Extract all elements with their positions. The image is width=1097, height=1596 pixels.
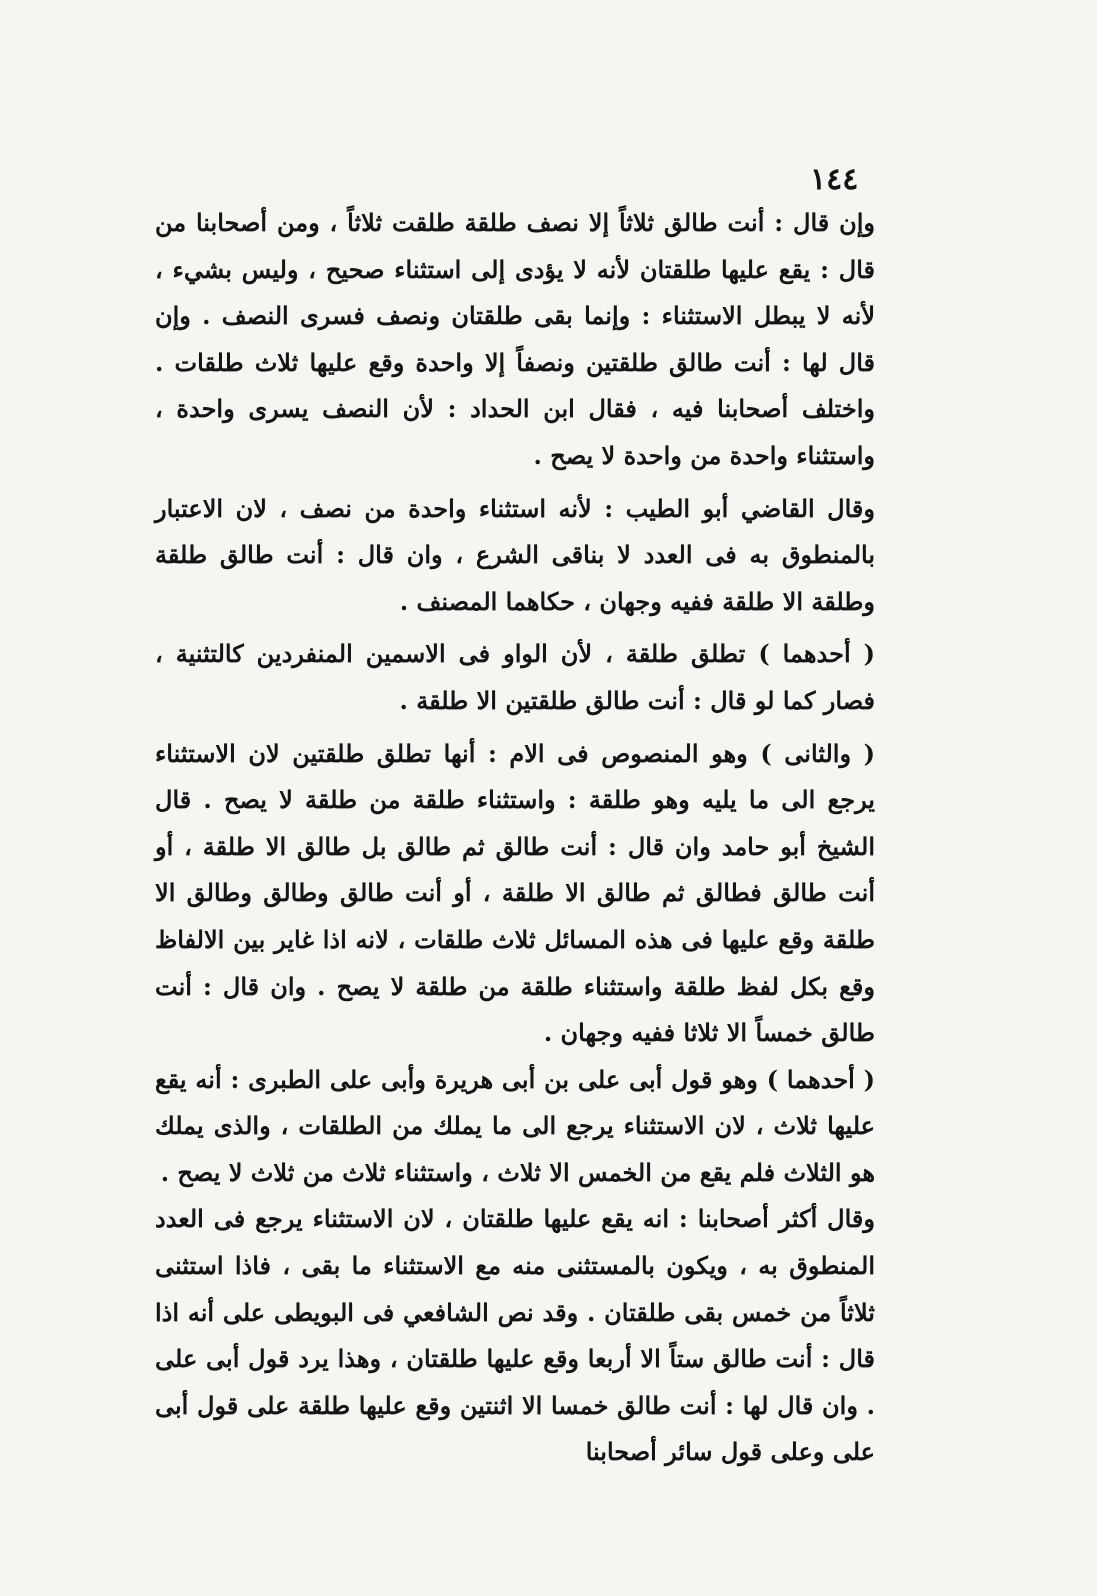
paragraph-4: ( والثانى ) وهو المنصوص فى الام : أنها تطلق طلقتين لان الاستثناء يرجع الى ما يليه وهو طلقة : واستثناء طلقة من طلقة لا يصح . قال الشيخ أبو حامد وان قال : أنت طالق ثم طالق بل طالق الا طلقة ، أو أنت طالق فطالق ثم طالق الا طلقة ، أو أنت طالق وطالق وطالق الا طلقة وقع عليها فى هذه المسائل ثلاث طلقات ، لانه اذا غاير بين الالفاظ وقع بكل لفظ طلقة واستثناء طلقة من طلقة لا يصح . وان قال : أنت طالق خمساً الا ثلاثا ففيه وجهان . (155, 738, 875, 1048)
paragraph-1: وإن قال : أنت طالق ثلاثاً إلا نصف طلقة طلقت ثلاثاً ، ومن أصحابنا من قال : يقع عليها طلقتان لأنه لا يؤدى إلى استثناء صحيح ، وليس بشيء ، لأنه لا يبطل الاستثناء : وإنما بقى طلقتان ونصف فسرى النصف . وإن قال لها : أنت طالق طلقتين ونصفاً إلا واحدة وقع عليها ثلاث طلقات . واختلف أصحابنا فيه ، فقال ابن الحداد : لأن النصف يسرى واحدة ، واستثناء واحدة من واحدة لا يصح . (155, 208, 875, 470)
paragraph-3: ( أحدهما ) تطلق طلقة ، لأن الواو فى الاسمين المنفردين كالتثنية ، فصار كما لو قال : أنت طالق طلقتين الا طلقة . (155, 639, 875, 715)
paragraph-6: وقال أكثر أصحابنا : انه يقع عليها طلقتان ، لان الاستثناء يرجع فى العدد المنطوق به ، ويكون بالمستثنى منه مع الاستثناء ما بقى ، فاذا استثنى ثلاثاً من خمس بقى طلقتان . وقد نص الشافعي فى البويطى على أنه اذا قال : أنت طالق ستاً الا أربعا وقع عليها طلقتان ، وهذا يرد قول أبى على . وان قال لها : أنت طالق خمسا الا اثنتين وقع عليها طلقة على قول أبى على وعلى قول سائر أصحابنا (155, 1204, 875, 1467)
page-number: ١٤٤ (810, 162, 859, 197)
paragraph-2: وقال القاضي أبو الطيب : لأنه استثناء واحدة من نصف ، لان الاعتبار بالمنطوق به فى العدد لا بناقى الشرع ، وان قال : أنت طالق طلقة وطلقة الا طلقة ففيه وجهان ، حكاهما المصنف . (155, 493, 875, 616)
paragraph-5: ( أحدهما ) وهو قول أبى على بن أبى هريرة وأبى على الطبرى : أنه يقع عليها ثلاث ، لان الاستثناء يرجع الى ما يملك من الطلقات ، والذى يملك هو الثلاث فلم يقع من الخمس الا ثلاث ، واستثناء ثلاث من ثلاث لا يصح . (155, 1064, 875, 1187)
body-text (155, 200, 875, 1476)
